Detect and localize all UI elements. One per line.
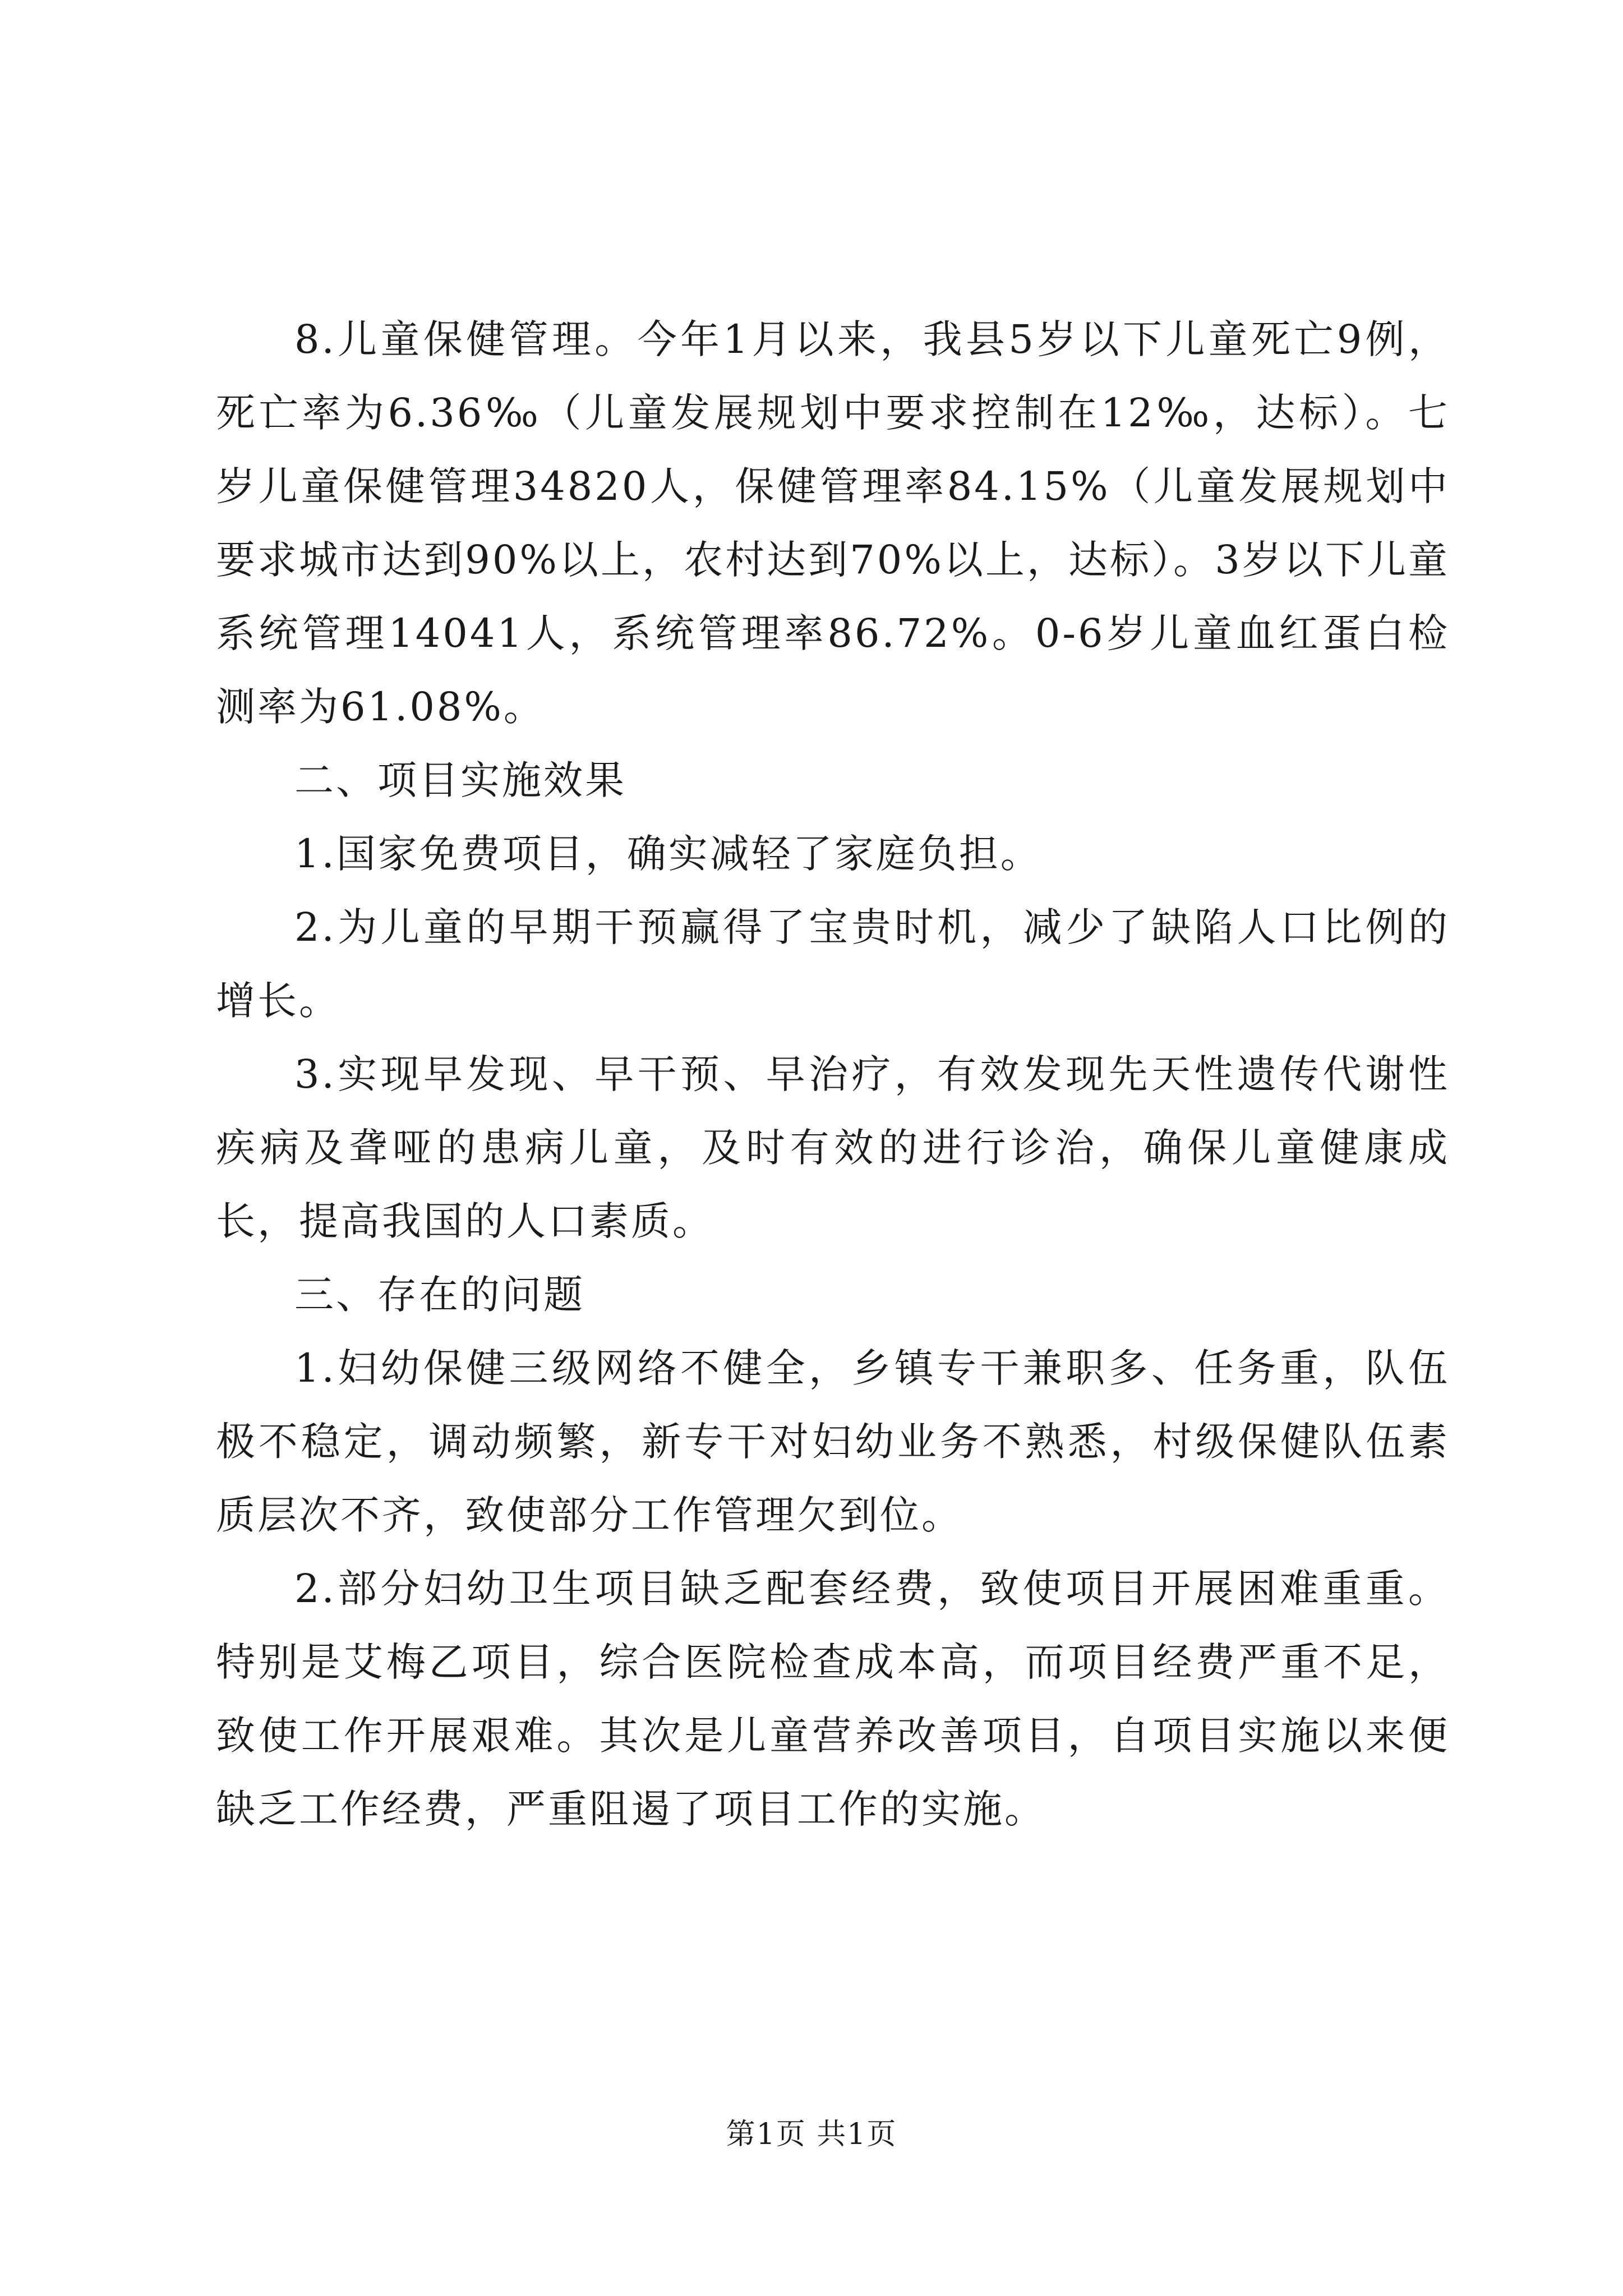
paragraph-effect-1: 1.国家免费项目，确实减轻了家庭负担。	[294, 831, 1042, 877]
paragraph-problem-2: 2.部分妇幼卫生项目缺乏配套经费，致使项目开展困难重重。特别是艾梅乙项目，综合医院检查成本高，而项目经费严重不足，致使工作开展艰难。其次是儿童营养改善项目，自项目实施以来便缺乏工作经费，严重阻遏了项目工作的实施。	[216, 1566, 1450, 1832]
page-footer: 第1页 共1页	[726, 2118, 897, 2151]
paragraph-effect-3: 3.实现早发现、早干预、早治疗，有效发现先天性遗传代谢性疾病及聋哑的患病儿童，及时有效的进行诊治，确保儿童健康成长，提高我国的人口素质。	[216, 1051, 1450, 1244]
paragraph-effect-2: 2.为儿童的早期干预赢得了宝贵时机，减少了缺陷人口比例的增长。	[216, 904, 1450, 1024]
paragraph-problem-1: 1.妇幼保健三级网络不健全，乡镇专干兼职多、任务重，队伍极不稳定，调动频繁，新专干对妇幼业务不熟悉，村级保健队伍素质层次不齐，致使部分工作管理欠到位。	[216, 1345, 1450, 1538]
section-heading-implementation-effects: 二、项目实施效果	[294, 757, 626, 803]
section-heading-existing-problems: 三、存在的问题	[294, 1272, 585, 1318]
paragraph-child-health-management: 8.儿童保健管理。今年1月以来，我县5岁以下儿童死亡9例，死亡率为6.36‰（儿童发展规划中要求控制在12‰，达标）。七岁儿童保健管理34820人，保健管理率84.15%（儿童发展规划中要求城市达到90%以上，农村达到70%以上，达标）。3岁以下儿童系统管理14041人，系统管理率86.72%。0-6岁儿童血红蛋白检测率为61.08%。	[216, 316, 1450, 730]
document-body	[216, 303, 1450, 1846]
